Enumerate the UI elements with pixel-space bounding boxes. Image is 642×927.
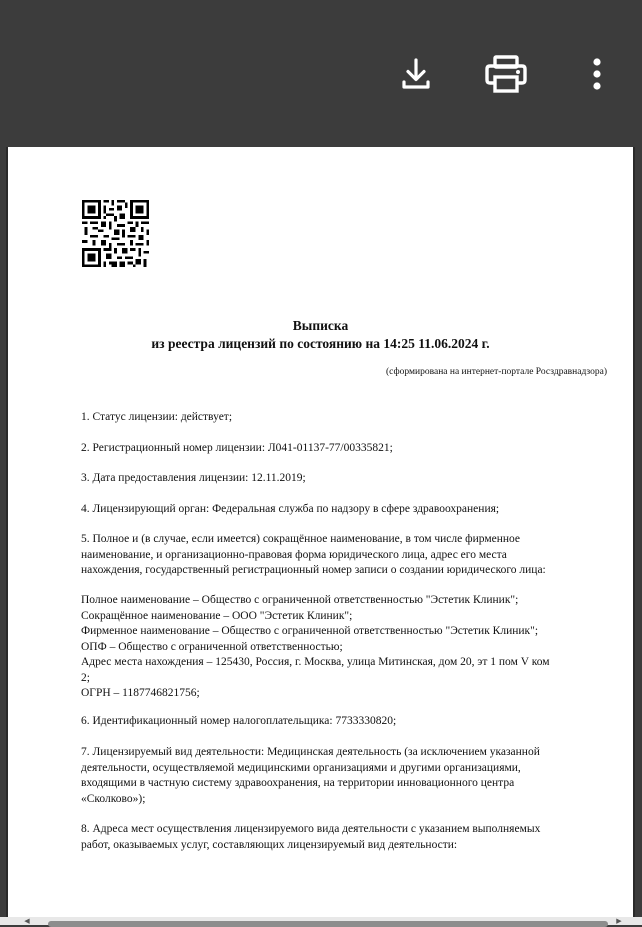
- full-name-line: Полное наименование – Общество с ограниченной ответственностью "Эстетик Клиник";: [81, 594, 519, 606]
- title-line-1: Выписка: [292, 318, 349, 333]
- item-authority: [81, 502, 616, 518]
- legal-form-line: ОПФ – Общество с ограниченной ответственностью;: [81, 640, 343, 653]
- brand-name-line: Фирменное наименование – Общество с ограниченной ответственностью "Эстетик Клиник";: [81, 625, 539, 637]
- item-7-line: входящими в частную систему здравоохранения, на территории инновационного центра: [81, 777, 515, 789]
- item-8-line: 8. Адреса мест осуществления лицензируемого вида деятельности с указанием выполняемых: [81, 823, 541, 835]
- item-activity: [81, 745, 616, 807]
- qr-code: [82, 200, 149, 267]
- item-7-line: «Сколково»);: [81, 792, 146, 805]
- scrollbar-thumb[interactable]: [48, 921, 608, 927]
- item-5-line: наименование, и организационно-правовая форма юридического лица, адрес его места: [81, 548, 507, 561]
- download-button[interactable]: [394, 52, 438, 96]
- source-note: (сформирована на интернет-портале Росздравнадзора): [386, 367, 607, 377]
- scroll-right-icon[interactable]: ▶: [616, 917, 622, 925]
- print-button[interactable]: [484, 52, 528, 96]
- address-line: Адрес места нахождения – 125430, Россия, г. Москва, улица Митинская, дом 20, эт 1 пом V ком: [81, 656, 550, 668]
- short-name-line: Сокращённое наименование – ООО "Эстетик Клиник";: [81, 609, 353, 622]
- item-7-line: деятельности, осуществляемой медицинскими организациями и другими организациями,: [81, 761, 521, 774]
- item-company-names: [81, 532, 616, 579]
- item-5-line: 5. Полное и (в случае, если имеется) сокращённое наименование, в том числе фирменное: [81, 533, 520, 545]
- item-2-text: 2. Регистрационный номер лицензии: Л041-01137-77/00335821;: [81, 442, 393, 454]
- item-1-text: 1. Статус лицензии: действует;: [81, 411, 233, 423]
- item-6-text: 6. Идентификационный номер налогоплательщика: 7733330820;: [81, 715, 397, 727]
- item-inn: [81, 714, 616, 730]
- item-addresses: [81, 822, 616, 853]
- more-vertical-icon: [591, 56, 603, 92]
- item-7-line: 7. Лицензируемый вид деятельности: Медицинская деятельность (за исключением указанной: [81, 746, 540, 758]
- print-icon: [484, 54, 528, 94]
- item-5-line: нахождения, государственный регистрационный номер записи о создании юридического лица:: [81, 564, 546, 576]
- item-8-line: работ, оказываемых услуг, составляющих лицензируемый вид деятельности:: [81, 838, 458, 851]
- ogrn-line: ОГРН – 1187746821756;: [81, 687, 200, 699]
- download-icon: [398, 56, 434, 92]
- company-details: [81, 593, 616, 702]
- title-line-2: из реестра лицензий по состоянию на 14:25 11.06.2024 г.: [151, 336, 490, 351]
- item-reg-number: [81, 441, 616, 457]
- item-3-text: 3. Дата предоставления лицензии: 12.11.2019;: [81, 472, 306, 484]
- more-options-button[interactable]: [575, 52, 619, 96]
- item-4-text: 4. Лицензирующий орган: Федеральная служба по надзору в сфере здравоохранения;: [81, 503, 500, 515]
- viewer-toolbar: [0, 0, 642, 146]
- item-issue-date: [81, 471, 616, 487]
- address-line-cont: 2;: [81, 671, 90, 684]
- document-title: [8, 317, 633, 353]
- scroll-left-icon[interactable]: ◀: [24, 917, 30, 925]
- document-page: [6, 147, 635, 917]
- item-status: [81, 410, 616, 426]
